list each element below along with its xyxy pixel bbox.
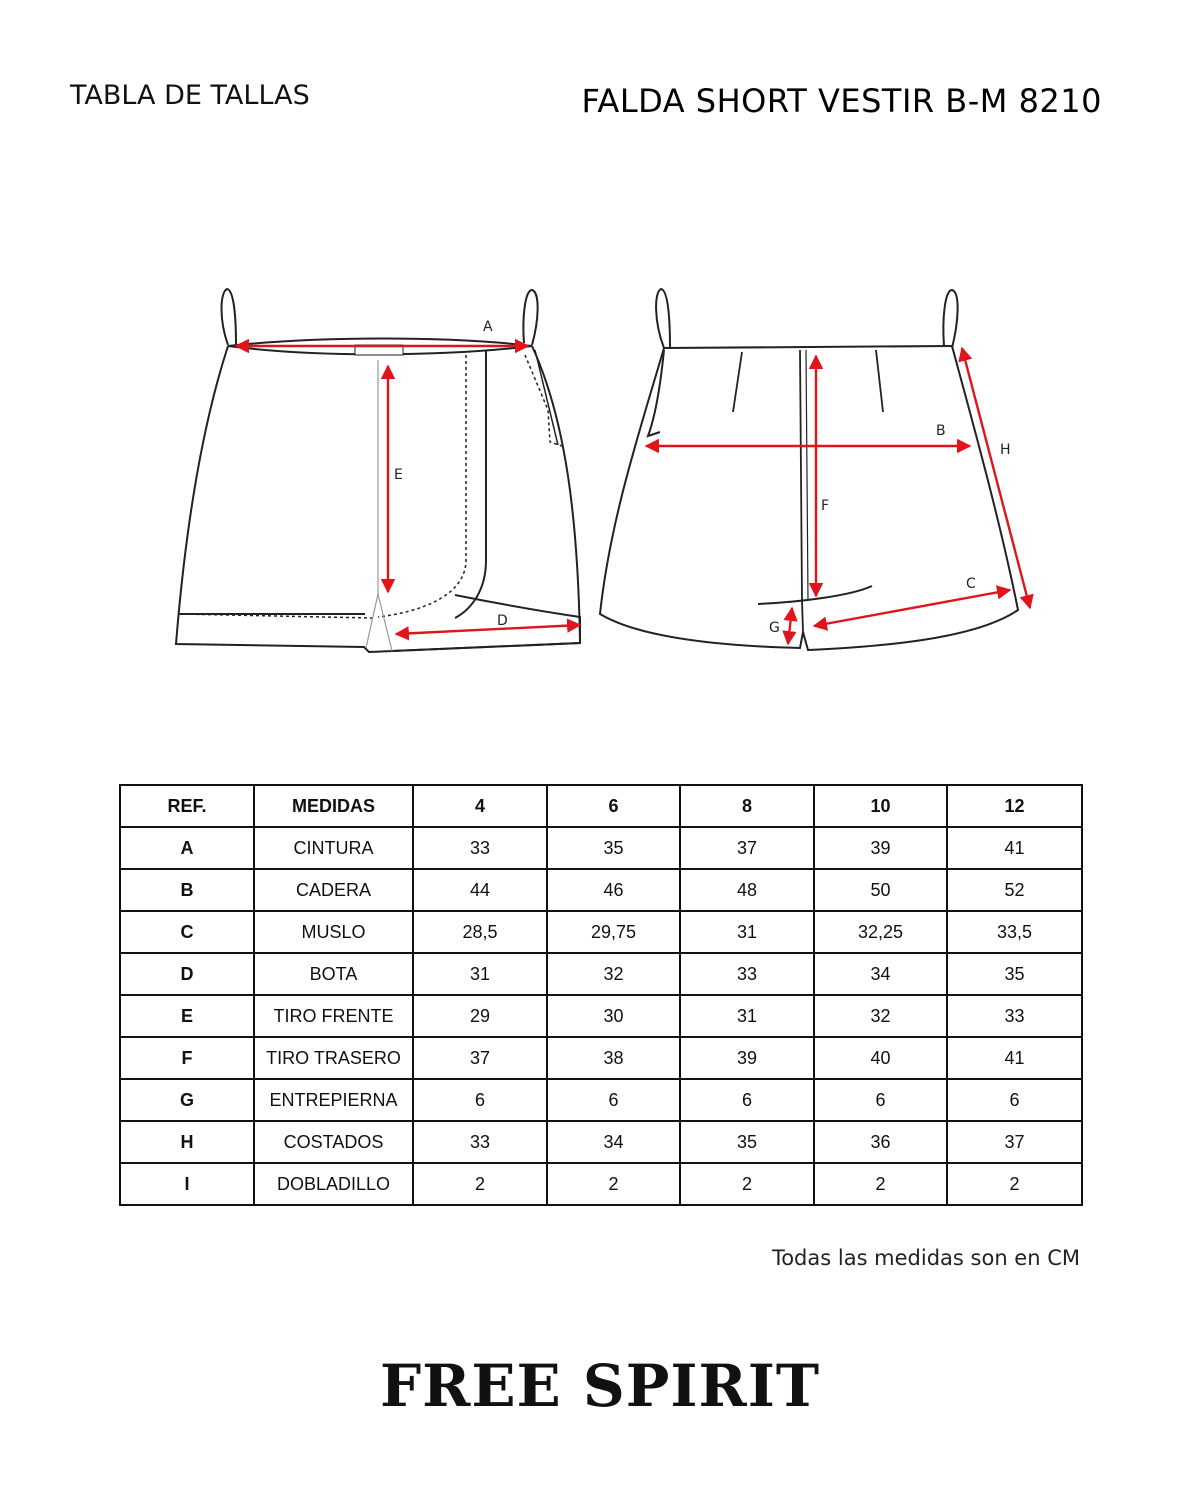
row-measure: TIRO TRASERO	[254, 1037, 413, 1079]
row-value: 31	[680, 995, 814, 1037]
row-value: 34	[814, 953, 947, 995]
row-measure: DOBLADILLO	[254, 1163, 413, 1205]
row-value: 34	[547, 1121, 680, 1163]
row-value: 31	[680, 911, 814, 953]
row-value: 31	[413, 953, 547, 995]
table-header-row	[120, 785, 1082, 827]
row-value: 41	[947, 1037, 1082, 1079]
row-ref: D	[120, 953, 254, 995]
label-e: E	[394, 467, 403, 483]
row-value: 36	[814, 1121, 947, 1163]
row-ref: C	[120, 911, 254, 953]
table-row	[120, 1121, 1082, 1163]
row-measure: BOTA	[254, 953, 413, 995]
row-value: 37	[680, 827, 814, 869]
row-value: 32	[814, 995, 947, 1037]
row-value: 33	[680, 953, 814, 995]
brand-logo: FREE SPIRIT	[379, 1352, 821, 1420]
size-table	[119, 784, 1083, 1206]
arrow-g	[788, 608, 792, 644]
row-value: 33,5	[947, 911, 1082, 953]
row-value: 29,75	[547, 911, 680, 953]
back-right-loop	[943, 290, 957, 348]
row-value: 37	[947, 1121, 1082, 1163]
table-row	[120, 869, 1082, 911]
row-value: 30	[547, 995, 680, 1037]
row-value: 2	[680, 1163, 814, 1205]
row-ref: I	[120, 1163, 254, 1205]
arrow-h	[962, 348, 1030, 608]
back-view	[600, 289, 1018, 650]
row-value: 33	[413, 1121, 547, 1163]
row-value: 32	[547, 953, 680, 995]
row-measure: CADERA	[254, 869, 413, 911]
product-title: FALDA SHORT VESTIR B-M 8210	[581, 82, 1102, 120]
row-value: 6	[947, 1079, 1082, 1121]
row-value: 52	[947, 869, 1082, 911]
page-label: TABLA DE TALLAS	[70, 80, 310, 111]
header-size-8: 8	[680, 785, 814, 827]
table-row	[120, 1079, 1082, 1121]
back-body-outline	[600, 346, 1018, 650]
row-value: 33	[947, 995, 1082, 1037]
garment-diagram	[0, 270, 1200, 670]
row-ref: B	[120, 869, 254, 911]
row-value: 29	[413, 995, 547, 1037]
front-right-loop	[523, 290, 537, 345]
label-b: B	[936, 423, 946, 439]
table-row	[120, 995, 1082, 1037]
row-value: 39	[814, 827, 947, 869]
row-value: 44	[413, 869, 547, 911]
row-measure: TIRO FRENTE	[254, 995, 413, 1037]
row-value: 50	[814, 869, 947, 911]
row-ref: E	[120, 995, 254, 1037]
label-h: H	[1000, 442, 1011, 458]
row-ref: F	[120, 1037, 254, 1079]
table-row	[120, 911, 1082, 953]
front-view	[176, 289, 580, 652]
label-c: C	[966, 576, 976, 592]
row-measure: CINTURA	[254, 827, 413, 869]
row-value: 48	[680, 869, 814, 911]
label-g: G	[769, 620, 780, 636]
header-ref: REF.	[120, 785, 254, 827]
row-value: 6	[680, 1079, 814, 1121]
header-medidas: MEDIDAS	[254, 785, 413, 827]
row-measure: ENTREPIERNA	[254, 1079, 413, 1121]
header-size-4: 4	[413, 785, 547, 827]
units-note: Todas las medidas son en CM	[771, 1246, 1080, 1270]
row-value: 6	[547, 1079, 680, 1121]
header-size-10: 10	[814, 785, 947, 827]
row-value: 35	[547, 827, 680, 869]
row-value: 6	[413, 1079, 547, 1121]
row-value: 35	[680, 1121, 814, 1163]
label-f: F	[821, 498, 830, 514]
row-value: 41	[947, 827, 1082, 869]
front-arrows	[236, 346, 580, 634]
header-size-12: 12	[947, 785, 1082, 827]
row-value: 46	[547, 869, 680, 911]
table-row	[120, 1037, 1082, 1079]
row-value: 6	[814, 1079, 947, 1121]
row-value: 28,5	[413, 911, 547, 953]
label-a: A	[483, 319, 493, 335]
row-measure: COSTADOS	[254, 1121, 413, 1163]
row-ref: G	[120, 1079, 254, 1121]
table-row	[120, 1163, 1082, 1205]
row-measure: MUSLO	[254, 911, 413, 953]
back-left-loop	[656, 289, 670, 348]
row-ref: H	[120, 1121, 254, 1163]
row-value: 35	[947, 953, 1082, 995]
row-value: 2	[947, 1163, 1082, 1205]
table-row	[120, 827, 1082, 869]
row-value: 39	[680, 1037, 814, 1079]
front-left-loop	[222, 289, 237, 345]
row-value: 40	[814, 1037, 947, 1079]
label-d: D	[497, 613, 508, 629]
row-value: 2	[547, 1163, 680, 1205]
row-value: 32,25	[814, 911, 947, 953]
row-value: 37	[413, 1037, 547, 1079]
header-size-6: 6	[547, 785, 680, 827]
row-value: 33	[413, 827, 547, 869]
back-arrows	[646, 348, 1030, 644]
arrow-d	[396, 625, 580, 634]
row-value: 2	[413, 1163, 547, 1205]
row-value: 38	[547, 1037, 680, 1079]
table-row	[120, 953, 1082, 995]
row-ref: A	[120, 827, 254, 869]
row-value: 2	[814, 1163, 947, 1205]
